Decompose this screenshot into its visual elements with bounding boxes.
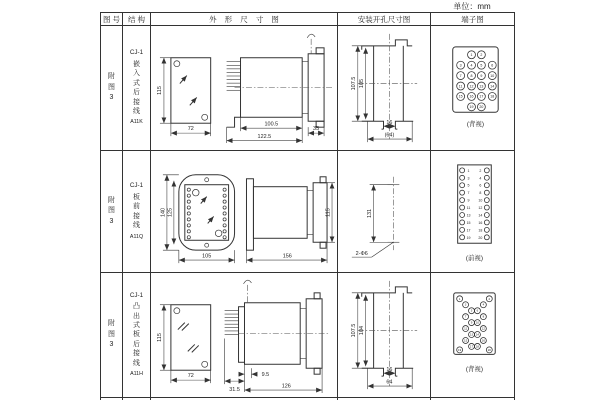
svg-text:3: 3	[459, 63, 462, 68]
terminal-circles	[457, 51, 497, 111]
dim-label: 72	[187, 126, 194, 133]
header-mounting-dims: 安装开孔尺寸图	[338, 13, 431, 26]
svg-text:8: 8	[479, 191, 482, 196]
dim-label: 105	[202, 253, 212, 260]
outline-svg-row1	[151, 26, 337, 150]
dim-label: 100.5	[264, 121, 279, 128]
svg-text:11: 11	[458, 84, 463, 89]
dim-label: 115	[156, 86, 163, 95]
side-view	[246, 177, 335, 263]
dim-label: 131	[367, 208, 374, 219]
svg-text:4: 4	[470, 63, 473, 68]
svg-text:19: 19	[469, 105, 474, 110]
dim-label: 140	[160, 207, 167, 218]
structure-row3: CJ-1 凸 出 式 板 后 接 线 A11H	[123, 273, 151, 398]
svg-text:7: 7	[464, 314, 467, 319]
mounting-svg-row3	[338, 273, 430, 397]
figure-no-row1: 附 图 3	[101, 26, 123, 151]
terminal-diagram-row2	[431, 151, 515, 273]
dim-label: 156	[282, 253, 292, 260]
dim-label: 16	[386, 120, 393, 127]
svg-text:7: 7	[467, 191, 470, 196]
svg-text:19: 19	[466, 235, 471, 240]
outline-svg-row2	[151, 151, 337, 272]
dim-label: 31.5	[229, 387, 240, 394]
model-code: A11Q	[129, 233, 144, 240]
figure-no-row3: 附 图 3	[101, 273, 123, 398]
dim-label: 104	[359, 325, 366, 336]
dim-label: 35	[313, 126, 320, 133]
dim-label: (64)	[384, 132, 395, 139]
view-label: (背视)	[466, 121, 485, 129]
model-code: A11K	[130, 119, 143, 126]
model-label: CJ-1	[129, 49, 144, 57]
side-view	[225, 280, 328, 393]
svg-text:12: 12	[481, 326, 485, 331]
svg-text:14: 14	[490, 84, 495, 89]
unit-label: 单位：mm	[453, 2, 491, 11]
dim-label: 64	[386, 379, 393, 386]
svg-text:11: 11	[466, 206, 471, 211]
svg-text:12: 12	[478, 206, 483, 211]
model-code: A11H	[130, 371, 143, 378]
terminal-diagram-row1	[431, 26, 515, 151]
model-label: CJ-1	[129, 291, 144, 299]
svg-text:16: 16	[469, 94, 474, 99]
outline-drawing-row2	[151, 151, 338, 273]
svg-text:15: 15	[466, 220, 471, 225]
svg-text:6: 6	[476, 308, 479, 313]
dim-label: 107.5	[350, 323, 357, 338]
svg-text:8: 8	[482, 314, 485, 319]
svg-text:9: 9	[467, 198, 470, 203]
svg-text:13: 13	[469, 332, 474, 337]
svg-text:9: 9	[470, 320, 473, 325]
mounting-drawing-row3	[338, 273, 431, 398]
dim-label: 107.5	[350, 76, 357, 91]
svg-text:10: 10	[475, 320, 480, 325]
terminal-circles	[460, 168, 490, 240]
dim-label: 72	[187, 373, 194, 380]
dim-label: 105	[359, 78, 366, 89]
svg-text:7: 7	[459, 73, 462, 78]
front-view	[157, 58, 211, 136]
model-label: CJ-1	[129, 182, 144, 190]
front-view	[160, 175, 234, 263]
svg-text:17: 17	[469, 344, 474, 349]
svg-text:3: 3	[467, 176, 470, 181]
svg-text:6: 6	[479, 183, 482, 188]
svg-text:8: 8	[470, 73, 473, 78]
terminal-svg-row1	[431, 26, 514, 150]
svg-text:5: 5	[467, 183, 470, 188]
svg-text:13: 13	[466, 213, 471, 218]
svg-text:15: 15	[458, 94, 463, 99]
svg-text:20: 20	[478, 235, 483, 240]
svg-text:2: 2	[480, 53, 483, 58]
mounting-drawing-row2	[338, 151, 431, 273]
hook-mark	[244, 280, 252, 284]
dim-label: 125	[167, 207, 174, 218]
svg-text:14: 14	[475, 332, 480, 337]
svg-text:4: 4	[479, 176, 482, 181]
mounting-drawing-row1	[338, 26, 431, 151]
figure-no-row2: 附 图 3	[101, 151, 123, 273]
terminal-circles	[457, 296, 493, 353]
svg-text:10: 10	[490, 73, 495, 78]
dim-label: 126	[281, 383, 291, 390]
svg-text:1: 1	[467, 168, 470, 173]
svg-text:18: 18	[475, 344, 480, 349]
view-label: (前视)	[465, 255, 484, 263]
svg-text:13: 13	[479, 84, 484, 89]
svg-text:9: 9	[480, 73, 483, 78]
terminal-svg-row2	[431, 151, 514, 272]
svg-text:16: 16	[478, 220, 483, 225]
outline-svg-row3	[151, 273, 337, 397]
hole-label: 2-Φ6	[355, 251, 368, 258]
terminal-diagram-row3	[431, 273, 515, 398]
dimension-table	[100, 12, 515, 400]
svg-text:19: 19	[458, 347, 462, 352]
side-view	[227, 34, 332, 143]
view-label: (背视)	[465, 366, 484, 374]
header-terminal-diagram: 端子图	[431, 13, 515, 26]
front-view	[157, 305, 211, 383]
outline-drawing-row1	[151, 26, 338, 151]
svg-text:6: 6	[491, 63, 494, 68]
svg-text:18: 18	[478, 228, 483, 233]
svg-text:4: 4	[482, 302, 485, 307]
svg-text:20: 20	[487, 347, 491, 352]
mounting-svg-row1	[338, 26, 430, 150]
svg-text:14: 14	[478, 213, 483, 218]
svg-text:17: 17	[466, 228, 471, 233]
svg-text:18: 18	[490, 94, 495, 99]
svg-text:16: 16	[481, 338, 485, 343]
svg-text:17: 17	[479, 94, 484, 99]
dim-label: 115	[325, 208, 332, 217]
svg-text:5: 5	[470, 308, 473, 313]
header-outline-dims: 外 形 尺 寸 图	[151, 13, 338, 26]
dim-label: 115	[156, 333, 163, 342]
dim-label: 9.5	[261, 372, 270, 379]
hook-mark	[307, 34, 315, 38]
outline-drawing-row3	[151, 273, 338, 398]
svg-text:1: 1	[470, 53, 473, 58]
dim-label: 16	[386, 367, 393, 374]
svg-text:5: 5	[480, 63, 483, 68]
svg-text:11: 11	[464, 326, 468, 331]
svg-text:1: 1	[458, 296, 461, 301]
svg-text:15: 15	[463, 338, 468, 343]
dim-label: 122.5	[257, 134, 272, 141]
svg-text:10: 10	[478, 198, 483, 203]
structure-row1: CJ-1 嵌 入 式 后 接 线 A11K	[123, 26, 151, 151]
svg-text:12: 12	[469, 84, 474, 89]
svg-text:2: 2	[479, 168, 482, 173]
svg-text:3: 3	[464, 302, 467, 307]
terminal-svg-row3	[431, 273, 514, 397]
header-figure-no: 图 号	[101, 13, 123, 26]
svg-text:20: 20	[479, 105, 484, 110]
structure-row2: CJ-1 板 前 接 线 A11Q	[123, 151, 151, 273]
svg-text:2: 2	[488, 296, 491, 301]
header-structure: 结 构	[123, 13, 151, 26]
mounting-svg-row2	[338, 151, 430, 272]
